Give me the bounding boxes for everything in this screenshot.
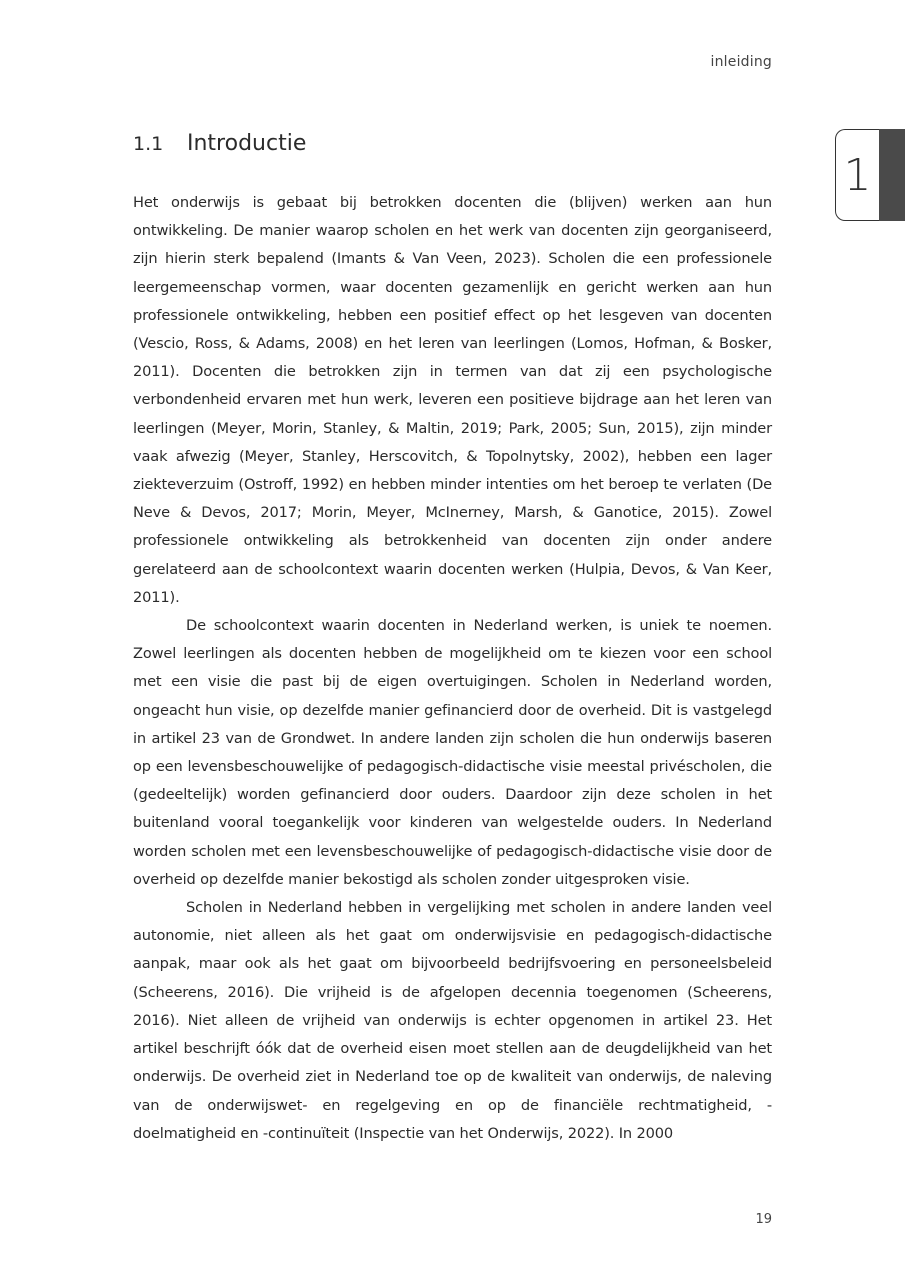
paragraph-3: Scholen in Nederland hebben in vergelijking met scholen in andere landen veel autonomie, niet alleen als het gaat om onderwijsvisie en pedagogisch-didactische aanpak, maar ook als het gaat om bijvoorbeeld bedrijfsvoering en personeelsbeleid (Scheerens, 2016). Die vrijheid is de afgelopen decennia toegenomen (Scheerens, 2016). Niet alleen de vrijheid van onderwijs is echter opgenomen in artikel 23. Het artikel beschrijft óók dat de overheid eisen moet stellen aan de deugdelijkheid van het onderwijs. De overheid ziet in Nederland toe op de kwaliteit van onderwijs, de naleving van de onderwijswet- en regelgeving en op de financiële rechtmatigheid, - doelmatigheid en -continuïteit (Inspectie van het Onderwijs, 2022). In 2000 <box>133 899 772 1142</box>
section-number: 1.1 <box>133 133 164 155</box>
section-title: Introductie <box>187 131 307 156</box>
page-number: 19 <box>755 1212 772 1227</box>
paragraph-1: Het onderwijs is gebaat bij betrokken docenten die (blijven) werken aan hun ontwikkeling. De manier waarop scholen en het werk van docenten zijn georganiseerd, zijn hierin sterk bepalend (Imants & Van Veen, 2023). Scholen die een professionele leergemeenschap vormen, waar docenten gezamenlijk en gericht werken aan hun professionele ontwikkeling, hebben een positief effect op het lesgeven van docenten (Vescio, Ross, & Adams, 2008) en het leren van leerlingen (Lomos, Hofman, & Bosker, 2011). Docenten die betrokken zijn in termen van dat zij een psychologische verbondenheid ervaren met hun werk, leveren een positieve bijdrage aan het leren van leerlingen (Meyer, Morin, Stanley, & Maltin, 2019; Park, 2005; Sun, 2015), zijn minder vaak afwezig (Meyer, Stanley, Herscovitch, & Topolnytsky, 2002), hebben een lager ziekteverzuim (Ostroff, 1992) en hebben minder intenties om het beroep te verlaten (De Neve & Devos, 2017; Morin, Meyer, McInerney, Marsh, & Ganotice, 2015). Zowel professionele ontwikkeling als betrokkenheid van docenten zijn onder andere gerelateerd aan de schoolcontext waarin docenten werken (Hulpia, Devos, & Van Keer, 2011). <box>133 194 772 606</box>
chapter-number: 1 <box>835 129 879 221</box>
body-text <box>133 189 772 1148</box>
running-header: inleiding <box>710 54 772 70</box>
paragraph-2: De schoolcontext waarin docenten in Nederland werken, is uniek te noemen. Zowel leerlingen als docenten hebben de mogelijkheid om te kiezen voor een school met een visie die past bij de eigen overtuigingen. Scholen in Nederland worden, ongeacht hun visie, op dezelfde manier gefinancierd door de overheid. Dit is vastgelegd in artikel 23 van de Grondwet. In andere landen zijn scholen die hun onderwijs baseren op een levensbeschouwelijke of pedagogisch-didactische visie meestal privéscholen, die (gedeeltelijk) worden gefinancierd door ouders. Daardoor zijn deze scholen in het buitenland vooral toegankelijk voor kinderen van welgestelde ouders. In Nederland worden scholen met een levensbeschouwelijke of pedagogisch-didactische visie door de overheid op dezelfde manier bekostigd als scholen zonder uitgesproken visie. <box>133 617 772 888</box>
chapter-tab-bar <box>879 129 905 221</box>
chapter-tab <box>835 129 905 221</box>
section-heading <box>133 128 306 160</box>
